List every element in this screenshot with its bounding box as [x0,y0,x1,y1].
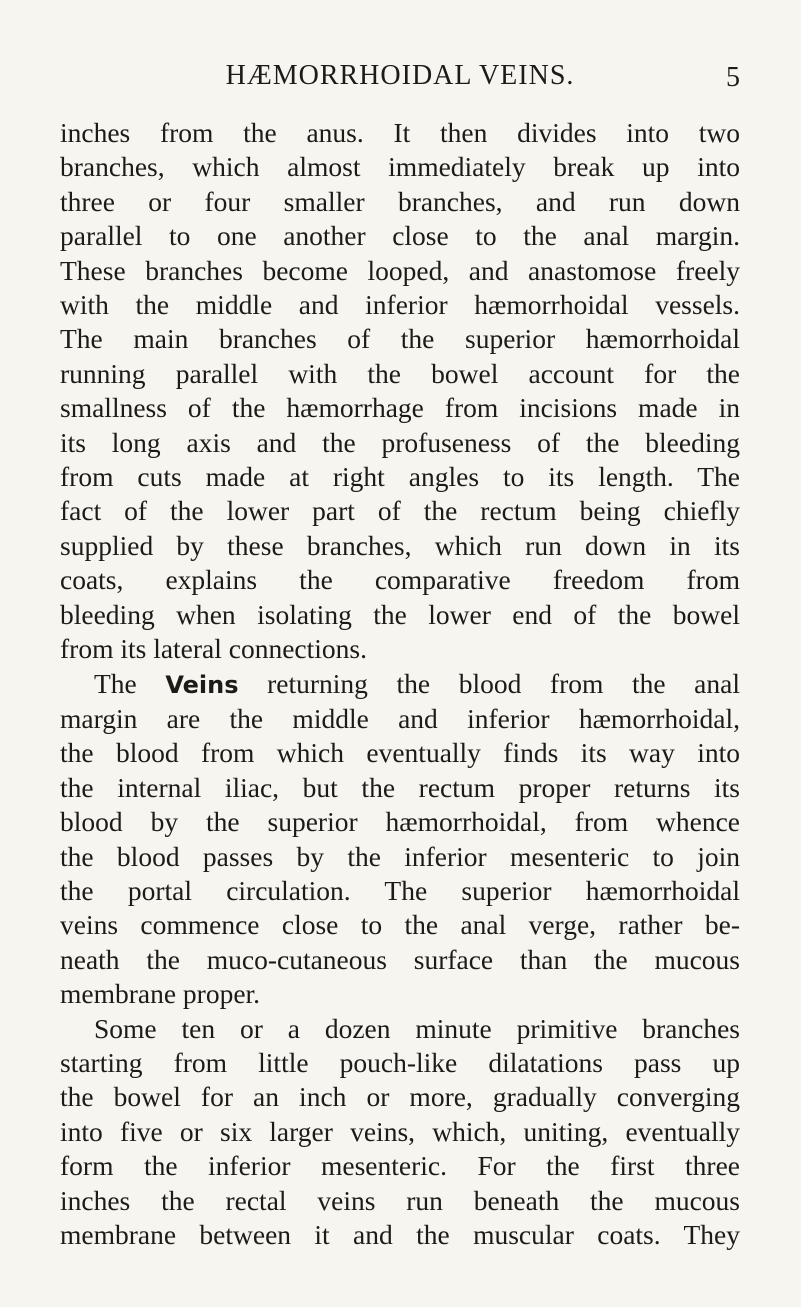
text-line: coats, explains the comparative freedom from [60,564,740,596]
text-fragment: returning the blood from the anal [238,667,740,699]
text-line: the blood from which eventually finds its way into [60,737,740,769]
text-line: fact of the lower part of the rectum being chiefly [60,495,740,527]
text-line: veins commence close to the anal verge, rather be- [60,909,740,941]
text-line: its long axis and the profuseness of the bleeding [60,426,740,458]
running-title: HÆMORRHOIDAL VEINS. [225,60,575,91]
text-line: neath the muco-cutaneous surface than the mucous [60,943,740,975]
run-in-heading: Veins [165,670,239,699]
text-line: from its lateral connections. [60,633,367,665]
text-line: running parallel with the bowel account for the [60,357,740,389]
page-number: 5 [726,62,740,93]
text-line: with the middle and inferior hæmorrhoidal vessels. [60,289,740,321]
text-line: bleeding when isolating the lower end of the bowel [60,598,740,630]
paragraph-arteries [60,116,740,667]
text-line: the blood passes by the inferior mesenteric to join [60,840,740,872]
text-line: three or four smaller branches, and run down [60,185,740,217]
text-line: supplied by these branches, which run down in its [60,529,740,561]
text-line: The main branches of the superior hæmorrhoidal [60,323,740,355]
text-line: smallness of the hæmorrhage from incisions made in [60,392,740,424]
text-line: starting from little pouch-like dilatations pass up [60,1046,740,1078]
text-line: These branches become looped, and anastomose freely [60,254,740,286]
text-line: the internal iliac, but the rectum proper returns its [60,771,740,803]
text-line: the bowel for an inch or more, gradually converging [60,1081,740,1113]
book-page [60,60,740,1252]
text-line-with-heading [60,667,740,702]
text-line: parallel to one another close to the anal margin. [60,220,740,252]
text-line: branches, which almost immediately break up into [60,151,740,183]
running-head [60,60,740,100]
text-line: form the inferior mesenteric. For the first three [60,1150,740,1182]
text-line: blood by the superior hæmorrhoidal, from whence [60,806,740,838]
text-line: from cuts made at right angles to its length. The [60,461,740,493]
text-line: inches the rectal veins run beneath the mucous [60,1184,740,1216]
paragraph-primitive-branches [60,1012,740,1253]
text-line: membrane between it and the muscular coats. They [60,1219,740,1250]
text-line: membrane proper. [60,978,261,1010]
text-line: inches from the anus. It then divides into two [60,117,740,148]
text-line: into five or six larger veins, which, uniting, eventually [60,1115,740,1147]
text-line: the portal circulation. The superior hæmorrhoidal [60,874,740,906]
text-fragment: The [94,667,166,699]
text-line: margin are the middle and inferior hæmorrhoidal, [60,702,740,734]
paragraph-veins [60,667,740,1012]
text-line: Some ten or a dozen minute primitive branches [94,1012,740,1044]
